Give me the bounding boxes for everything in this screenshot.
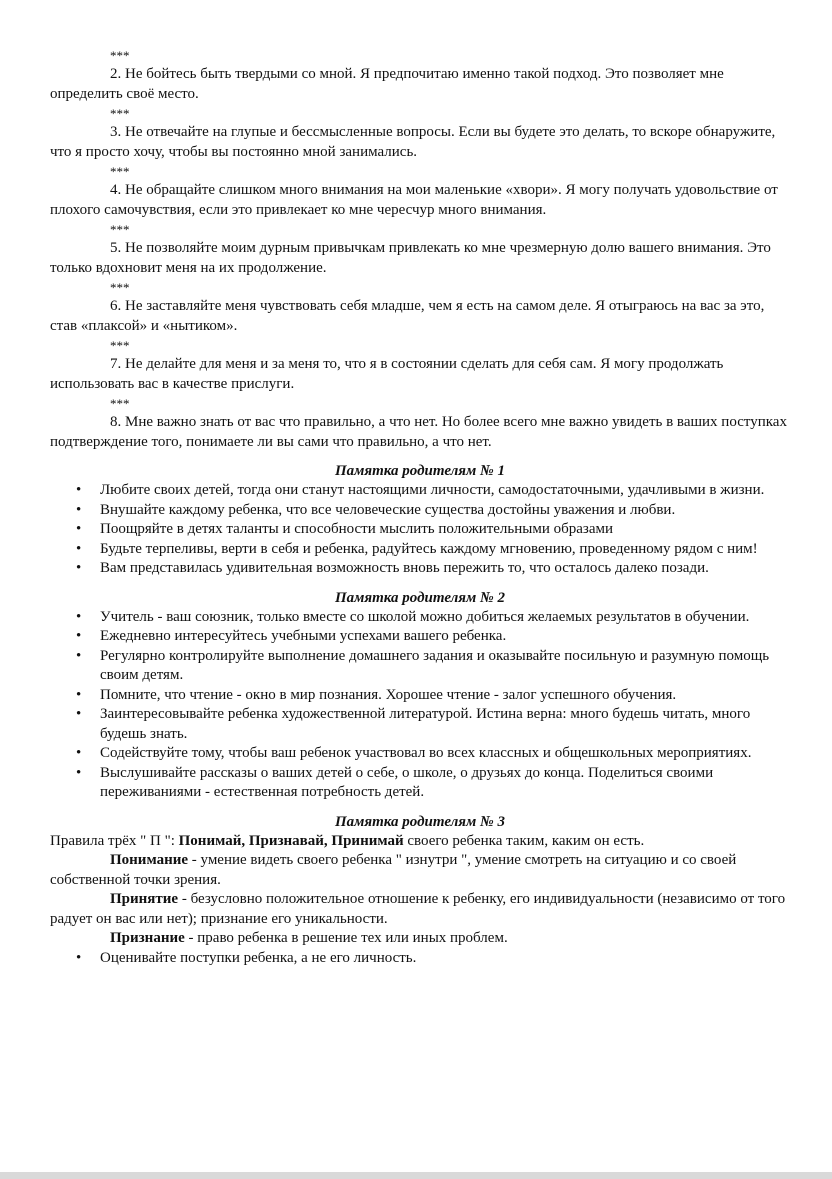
bullet-icon: • (76, 608, 82, 625)
memo2-list (50, 608, 790, 803)
list-item (50, 744, 790, 764)
list-item (50, 949, 790, 969)
rule-prefix: Правила трёх " П ": (50, 832, 179, 849)
document-body (50, 46, 790, 968)
bullet-icon: • (76, 540, 82, 557)
memo3-list (50, 949, 790, 969)
page-bottom-edge (0, 1172, 832, 1179)
separator: *** (110, 106, 130, 121)
list-item (50, 501, 790, 521)
rule-bold: Понимай, Признавай, Принимай (178, 832, 404, 849)
list-item-text: Любите своих детей, тогда они станут настоящими личности, самодостаточными, удачливыми в жизни. (100, 482, 765, 498)
memo1-list (50, 481, 790, 579)
bullet-icon: • (76, 628, 82, 644)
separator: *** (110, 164, 130, 179)
rule-item-7: 7. Не делайте для меня и за меня то, что я в состоянии сделать для себя сам. Я могу продолжать использовать вас в качестве прислуги. (50, 356, 724, 392)
list-item (50, 559, 790, 579)
bullet-icon: • (76, 745, 82, 761)
rule-suffix: своего ребенка таким, каким он есть. (403, 832, 645, 849)
bullet-icon: • (76, 501, 82, 518)
rule-item-4: 4. Не обращайте слишком много внимания на мои маленькие «хвори». Я могу получать удовольствие от плохого самочувствия, если это привлекает ко мне чересчур много внимания. (50, 182, 778, 218)
understanding-term: Понимание (110, 852, 189, 868)
three-p-rule (50, 832, 790, 852)
list-item-text: Помните, что чтение - окно в мир познания. Хорошее чтение - залог успешного обучения. (100, 686, 677, 703)
list-item-text: Содействуйте тому, чтобы ваш ребенок участвовал во всех классных и общешкольных мероприятиях. (100, 745, 752, 761)
bullet-icon: • (76, 647, 82, 664)
separator: *** (110, 338, 130, 353)
acceptance-term: Принятие (110, 891, 179, 907)
list-item (50, 481, 790, 501)
recognition-paragraph (50, 929, 790, 949)
recognition-text: - право ребенка в решение тех или иных проблем. (184, 930, 508, 946)
bullet-icon: • (76, 706, 82, 722)
bullet-icon: • (76, 521, 82, 537)
list-item-text: Заинтересовывайте ребенка художественной литературой. Истина верна: много будешь читать, много будешь знать. (100, 706, 751, 742)
list-item-text: Вам представилась удивительная возможность вновь пережить то, что осталось далеко позади. (100, 560, 709, 576)
numbered-rules (50, 46, 790, 452)
list-item (50, 520, 790, 540)
acceptance-paragraph (50, 890, 790, 929)
memo2-title: Памятка родителям № 2 (334, 589, 506, 606)
list-item-text: Оценивайте поступки ребенка, а не его личность. (100, 949, 417, 966)
bullet-icon: • (76, 482, 82, 498)
separator: *** (110, 280, 130, 295)
rule-item-6: 6. Не заставляйте меня чувствовать себя младше, чем я есть на самом деле. Я отыграюсь на вас за это, став «плаксой» и «нытиком». (50, 298, 765, 334)
rule-item-5: 5. Не позволяйте моим дурным привычкам привлекать ко мне чрезмерную долю вашего внимания. Это только вдохновит меня на их продолжение. (50, 240, 771, 276)
rule-item-8: 8. Мне важно знать от вас что правильно, а что нет. Но более всего мне важно увидеть в ваших поступках подтверждение того, понимаете ли вы сами что правильно, а что нет. (50, 414, 787, 450)
memo1-title: Памятка родителям № 1 (334, 463, 506, 479)
list-item-text: Учитель - ваш союзник, только вместе со школой можно добиться желаемых результатов в обучении. (100, 608, 750, 625)
acceptance-text: - безусловно положительное отношение к ребенку, его индивидуальности (независимо от того радует он вас или нет); признание его уникальности. (50, 891, 786, 927)
list-item-text: Внушайте каждому ребенка, что все человеческие существа достойны уважения и любви. (100, 501, 676, 518)
recognition-term: Признание (110, 930, 185, 946)
list-item (50, 608, 790, 628)
list-item-text: Поощряйте в детях таланты и способности мыслить положительными образами (100, 521, 614, 537)
rule-item-3: 3. Не отвечайте на глупые и бессмысленные вопросы. Если вы будете это делать, то вскоре обнаружите, что я просто хочу, чтобы вы постоянно мной занимались. (50, 124, 776, 160)
understanding-text: - умение видеть своего ребенка " изнутри ", умение смотреть на ситуацию и со своей собственной точки зрения. (50, 852, 737, 888)
list-item-text: Регулярно контролируйте выполнение домашнего задания и оказывайте посильную и разумную помощь своим детям. (100, 647, 770, 683)
understanding-paragraph (50, 851, 790, 890)
list-item (50, 764, 790, 803)
list-item (50, 540, 790, 560)
rule-item-2: 2. Не бойтесь быть твердыми со мной. Я предпочитаю именно такой подход. Это позволяет мне определить своё место. (50, 66, 724, 102)
memo3-title: Памятка родителям № 3 (334, 813, 506, 830)
bullet-icon: • (76, 560, 82, 576)
list-item (50, 647, 790, 686)
bullet-icon: • (76, 764, 82, 781)
list-item-text: Ежедневно интересуйтесь учебными успехами вашего ребенка. (100, 628, 507, 644)
list-item-text: Будьте терпеливы, верти в себя и ребенка, радуйтесь каждому мгновению, проведенному рядом с ним! (100, 540, 758, 557)
list-item (50, 627, 790, 647)
separator: *** (110, 222, 130, 237)
list-item-text: Выслушивайте рассказы о ваших детей о себе, о школе, о друзьях до конца. Поделиться своими переживаниями - естественная потребность детей. (100, 764, 714, 800)
bullet-icon: • (76, 686, 82, 703)
list-item (50, 686, 790, 706)
separator: *** (110, 396, 130, 411)
list-item (50, 705, 790, 744)
separator: *** (110, 48, 130, 63)
bullet-icon: • (76, 949, 82, 966)
